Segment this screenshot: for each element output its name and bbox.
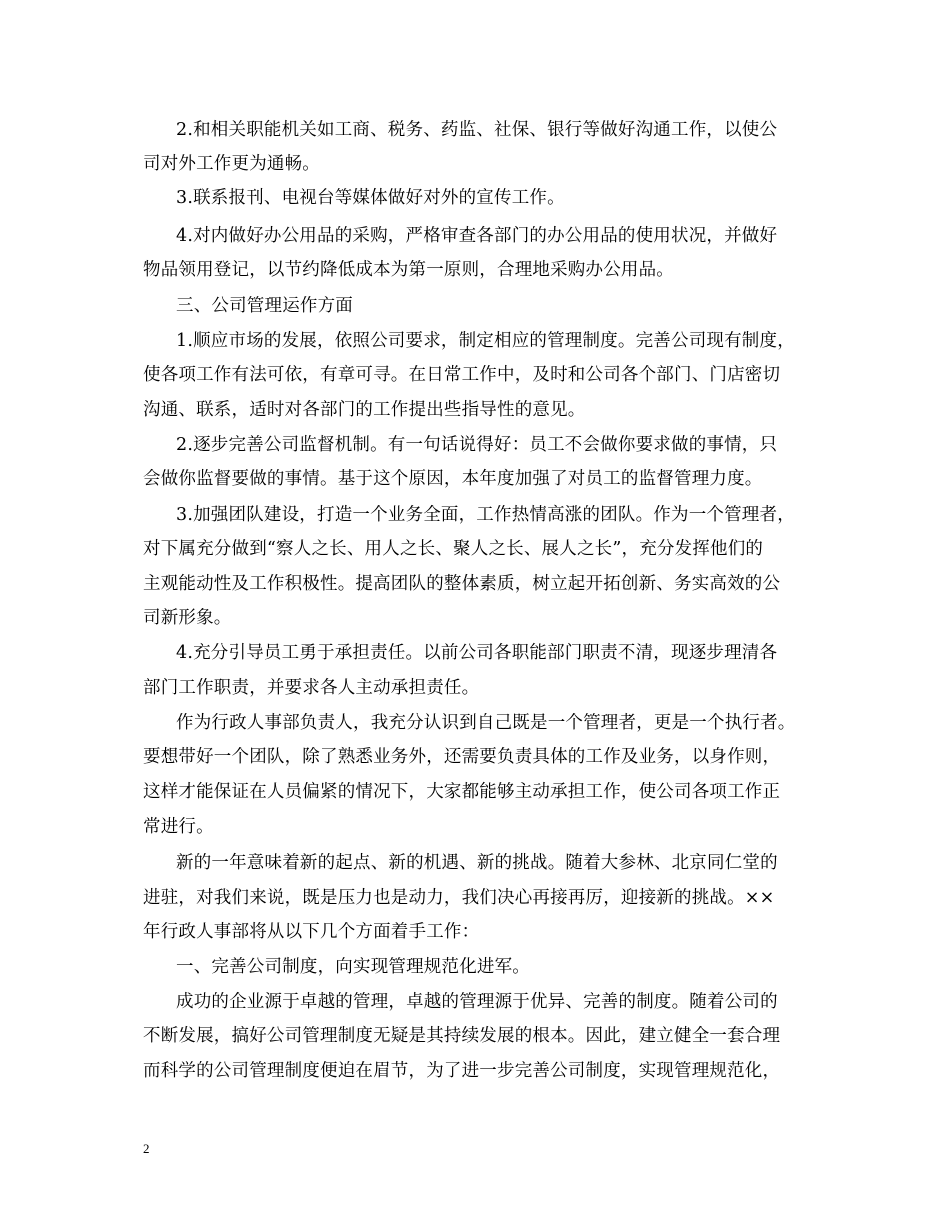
paragraph-line: 1.顺应市场的发展，依照公司要求，制定相应的管理制度。完善公司现有制度， bbox=[176, 331, 795, 351]
paragraph-line: 新的一年意味着新的起点、新的机遇、新的挑战。随着大参林、北京同仁堂的 bbox=[176, 853, 778, 873]
section-heading: 三、公司管理运作方面 bbox=[176, 296, 353, 316]
section-heading: 一、完善公司制度，向实现管理规范化进军。 bbox=[176, 957, 530, 977]
paragraph-line: 2.和相关职能机关如工商、税务、药监、社保、银行等做好沟通工作，以使公 bbox=[176, 120, 778, 140]
paragraph-line: 主观能动性及工作积极性。提高团队的整体素质，树立起开拓创新、务实高效的公 bbox=[143, 574, 781, 594]
paragraph-line: 成功的企业源于卓越的管理，卓越的管理源于优异、完善的制度。随着公司的 bbox=[176, 992, 778, 1012]
paragraph-line: 司对外工作更为通畅。 bbox=[143, 154, 320, 174]
paragraph-line: 3.联系报刊、电视台等媒体做好对外的宣传工作。 bbox=[176, 188, 565, 208]
paragraph-line: 沟通、联系，适时对各部门的工作提出些指导性的意见。 bbox=[143, 400, 586, 420]
paragraph-line: 要想带好一个团队，除了熟悉业务外，还需要负责具体的工作及业务，以身作则， bbox=[143, 747, 781, 767]
page-number: 2 bbox=[143, 1141, 150, 1156]
paragraph-line: 不断发展，搞好公司管理制度无疑是其持续发展的根本。因此，建立健全一套合理 bbox=[143, 1026, 781, 1046]
paragraph-line: 4.充分引导员工勇于承担责任。以前公司各职能部门职责不清，现逐步理清各 bbox=[176, 643, 778, 663]
paragraph-line: 进驻，对我们来说，既是压力也是动力，我们决心再接再厉，迎接新的挑战。×× bbox=[143, 888, 775, 908]
paragraph-line: 3.加强团队建设，打造一个业务全面，工作热情高涨的团队。作为一个管理者， bbox=[176, 505, 795, 525]
paragraph-line: 2.逐步完善公司监督机制。有一句话说得好：员工不会做你要求做的事情，只 bbox=[176, 435, 778, 455]
paragraph-line: 而科学的公司管理制度便迫在眉节，为了进一步完善公司制度，实现管理规范化， bbox=[143, 1061, 781, 1081]
paragraph-line: 这样才能保证在人员偏紧的情况下，大家都能够主动承担工作，使公司各项工作正 bbox=[143, 782, 781, 802]
paragraph-line: 常进行。 bbox=[143, 817, 214, 837]
paragraph-line: 部门工作职责，并要求各人主动承担责任。 bbox=[143, 678, 480, 698]
paragraph-line: 司新形象。 bbox=[143, 608, 232, 628]
paragraph-line: 使各项工作有法可依，有章可寻。在日常工作中，及时和公司各个部门、门店密切 bbox=[143, 365, 781, 385]
paragraph-line: 4.对内做好办公用品的采购，严格审查各部门的办公用品的使用状况，并做好 bbox=[176, 226, 778, 246]
paragraph-line: 年行政人事部将从以下几个方面着手工作： bbox=[143, 922, 480, 942]
paragraph-line: 作为行政人事部负责人，我充分认识到自己既是一个管理者，更是一个执行者。 bbox=[176, 713, 796, 733]
paragraph-line: 物品领用登记，以节约降低成本为第一原则，合理地采购办公用品。 bbox=[143, 260, 674, 280]
paragraph-line: 会做你监督要做的事情。基于这个原因，本年度加强了对员工的监督管理力度。 bbox=[143, 469, 763, 489]
paragraph-line: 对下属充分做到“察人之长、用人之长、聚人之长、展人之长”，充分发挥他们的 bbox=[143, 539, 764, 559]
